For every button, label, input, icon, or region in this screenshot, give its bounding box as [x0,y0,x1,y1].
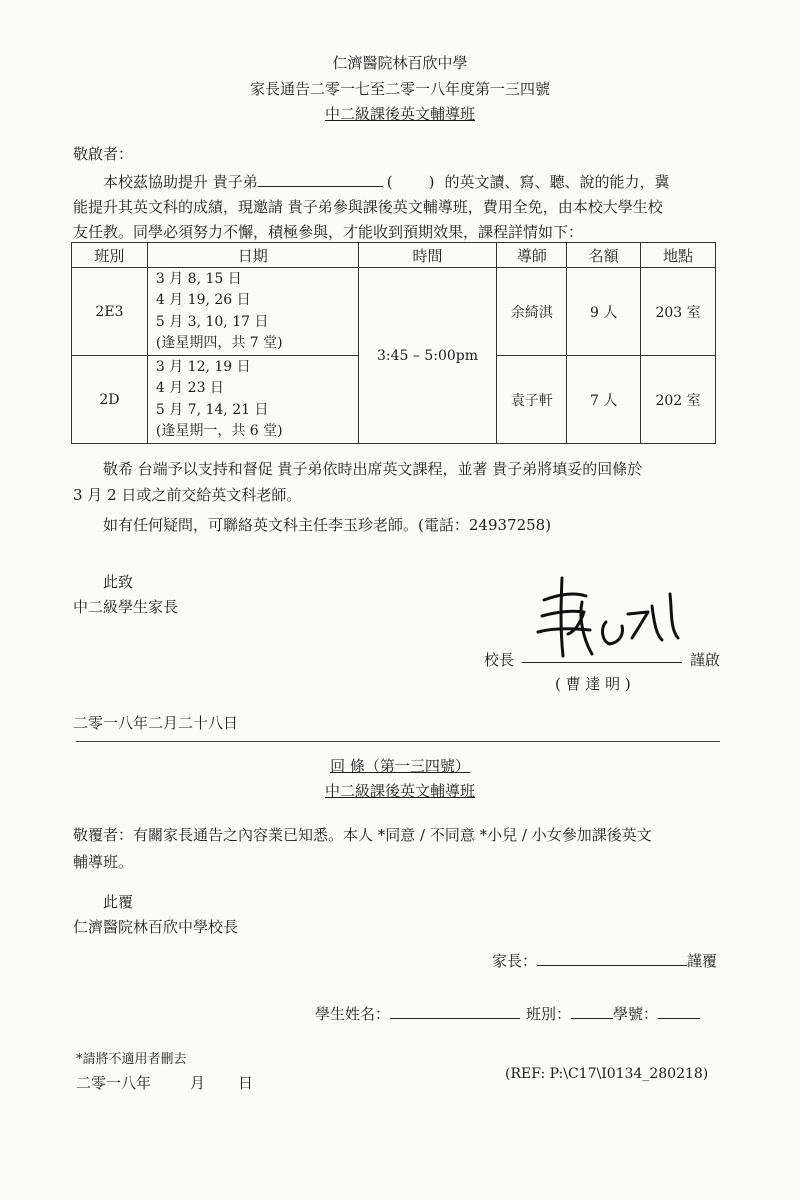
reply-title: 回 條（第一三四號） [330,757,470,775]
student-name-label: 學生姓名： [315,1005,391,1023]
notice-date: 二零一八年二月二十八日 [73,714,239,732]
student-name-field[interactable] [390,1005,520,1019]
principal-label: 校長 [484,651,515,669]
paragraph-line-1 [103,171,670,192]
number-field[interactable] [658,1005,700,1019]
ci-fu: 此覆 [103,893,134,911]
date-line: 3 月 12, 19 日 [155,358,251,375]
date-line: (逢星期四，共 7 堂) [155,335,283,351]
tear-off-divider [76,741,720,742]
principal-signature-line [522,662,682,663]
class-label: 班別： [526,1005,572,1023]
header-venue: 地點 [641,243,716,268]
reply-date-year: 二零一八年 [76,1074,152,1092]
row-class: 2D [72,356,148,444]
request-line-2: 3 月 2 日或之前交給英文科老師。 [73,486,302,504]
row-quota: 7 人 [567,356,641,444]
ci-zhi: 此致 [103,573,134,591]
reply-addressee: 仁濟醫院林百欣中學校長 [73,918,239,936]
parent-signature-row [492,950,717,971]
parent-respectfully: 謹覆 [687,952,718,970]
parent-label: 家長： [492,952,538,970]
row-tutor: 余綺淇 [497,268,567,356]
date-line: 4 月 19, 26 日 [155,292,251,308]
row-venue: 202 室 [641,356,716,444]
row-quota: 9 人 [567,268,641,356]
table-row [72,268,716,356]
student-info-row [315,1003,700,1024]
reply-subject: 中二級課後英文輔導班 [324,782,475,800]
notice-number: 家長通告二零一七至二零一八年度第一三四號 [249,80,550,98]
date-line: 4 月 23 日 [155,380,224,396]
date-line: (逢星期一，共 6 堂) [155,423,283,439]
header-class: 班別 [72,243,148,268]
row-time: 3:45 – 5:00pm [358,268,497,444]
table-header-row [72,243,716,268]
reply-line-2: 輔導班。 [73,853,134,871]
row-dates [147,356,358,444]
notice-subject: 中二級課後英文輔導班 [324,105,475,123]
date-line: 5 月 3, 10, 17 日 [155,313,269,330]
reply-line-1: 敬覆者：有關家長通告之內容業已知悉。本人 *同意 / 不同意 *小兒 / 小女參加課後英文 [73,826,652,844]
number-label: 學號： [613,1005,659,1023]
paragraph-line-3: 友任教。同學必須努力不懈，積極參與，才能收到預期效果，課程詳情如下： [73,223,584,241]
date-line: 5 月 7, 14, 21 日 [155,401,269,418]
salutation: 敬啟者： [73,145,134,163]
principal-name: ( 曹 達 明 ) [555,675,631,693]
header-quota: 名額 [567,243,641,268]
student-name-blank [258,173,383,187]
principal-signature [530,572,690,662]
paragraph-line-2: 能提升其英文科的成績，現邀請 貴子弟參與課後英文輔導班，費用全免，由本校大學生校 [73,198,663,216]
paren-close: ) [428,173,435,191]
date-line: 3 月 8, 15 日 [155,270,242,287]
reply-date-day: 日 [238,1074,254,1092]
reply-date-month: 月 [190,1074,206,1092]
paragraph-1-start: 本校茲協助提升 貴子弟 [103,173,258,191]
header-dates: 日期 [147,243,358,268]
header-tutor: 導師 [497,243,567,268]
row-class: 2E3 [72,268,148,356]
footnote: *請將不適用者刪去 [76,1052,187,1067]
row-dates [147,268,358,356]
addressee: 中二級學生家長 [73,598,179,616]
enquiry-line: 如有任何疑問，可聯絡英文科主任李玉珍老師。(電話：24937258) [103,516,552,534]
row-venue: 203 室 [641,268,716,356]
paragraph-1-end: 的英文讀、寫、聽、說的能力，冀 [444,173,670,191]
parent-signature-field[interactable] [537,952,687,966]
header-time: 時間 [358,243,497,268]
paren-open: ( [386,173,393,191]
row-tutor: 袁子軒 [497,356,567,444]
class-field[interactable] [571,1005,613,1019]
request-line-1: 敬希 台端予以支持和督促 貴子弟依時出席英文課程，並著 貴子弟將填妥的回條於 [103,460,643,478]
school-name: 仁濟醫院林百欣中學 [332,54,468,72]
respectfully: 謹啟 [690,651,721,669]
course-schedule-table [71,242,716,444]
reference-code: (REF: P:\C17\I0134_280218) [505,1066,709,1082]
